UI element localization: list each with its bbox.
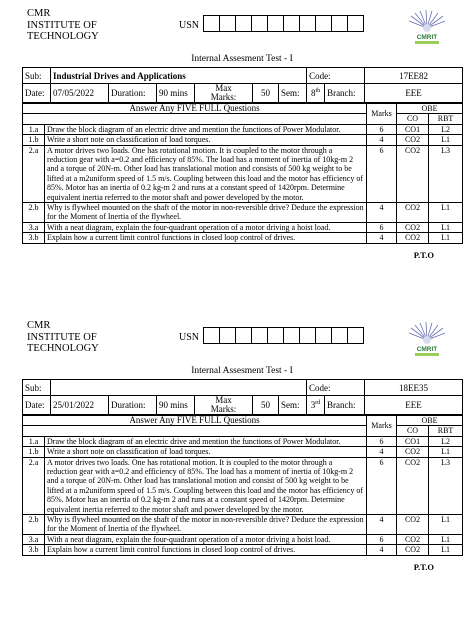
question-number: 3.a [23, 534, 45, 544]
subject-name: Industrial Drives and Applications [51, 68, 307, 84]
question-number: 3.b [23, 233, 45, 243]
question-co: CO2 [397, 145, 429, 202]
question-number: 2.b [23, 203, 45, 223]
instruction: Answer Any FIVE FULL Questions [23, 416, 367, 426]
semester-suffix: rd [315, 400, 321, 406]
exam-date: 25/01/2022 [51, 396, 109, 415]
pto-label: P.T.O [413, 249, 434, 260]
obe-header: OBE [397, 416, 463, 426]
question-marks: 4 [367, 135, 397, 145]
usn-boxes [204, 327, 364, 344]
question-marks: 6 [367, 457, 397, 514]
question-marks: 6 [367, 222, 397, 232]
usn-box [219, 15, 236, 32]
exam-info-table [22, 67, 463, 103]
branch-value: EEE [365, 396, 463, 415]
question-text: A motor drives two loads. One has rotational motion. It is coupled to the motor through a reduction gear with a=0.2 and efficiency of 85%. The load has a moment of inertia of 10kg-m 2 and a torque of 20N-m. Other load has translational motion and consist of 500 kg weight to be lifted at a m2uniform speed of 1.5 m/s. Coupling between this load and the motor has efficiency of 85%. Motor has an inertia of 0.2 kg-m 2 and runs at a constant speed of 1420rpm. Determine equivalent inertia referred to the motor shaft and power developed by the motor. [45, 457, 367, 514]
question-rbt: L2 [429, 436, 463, 446]
questions-table [22, 415, 463, 556]
question-co: CO2 [397, 447, 429, 457]
svg-text:CMRIT: CMRIT [416, 346, 438, 353]
max-marks-label-line: Max [215, 83, 232, 93]
usn-box [283, 15, 300, 32]
institute-line: INSTITUTE OF [27, 19, 97, 31]
question-row [23, 233, 463, 243]
question-marks: 4 [367, 203, 397, 223]
institute-line: CMR [27, 8, 51, 19]
sem-label: Sem: [279, 84, 307, 103]
usn-box [267, 327, 284, 344]
date-label: Date: [23, 84, 51, 103]
sem-label: Sem: [279, 396, 307, 415]
branch-label: Branch: [325, 396, 365, 415]
question-row [23, 203, 463, 223]
question-text: Draw the block diagram of an electric drive and mention the functions of Power Modulator. [45, 436, 367, 446]
institute-line: TECHNOLOGY [27, 31, 99, 42]
semester-value: 3 [310, 400, 316, 410]
question-number: 2.b [23, 515, 45, 535]
usn-box [251, 15, 268, 32]
paper-header [22, 6, 462, 52]
usn-box [315, 327, 332, 344]
question-co: CO2 [397, 545, 429, 555]
question-row [23, 124, 463, 134]
blank-cell [23, 114, 367, 124]
question-rbt: L1 [429, 545, 463, 555]
question-marks: 4 [367, 545, 397, 555]
question-row [23, 447, 463, 457]
question-marks: 6 [367, 145, 397, 202]
cmrit-logo-icon [407, 10, 447, 46]
semester [307, 84, 325, 103]
code-label: Code: [307, 68, 365, 84]
institute-line: TECHNOLOGY [27, 343, 99, 354]
question-number: 3.b [23, 545, 45, 555]
usn-box [299, 15, 316, 32]
branch-label: Branch: [325, 84, 365, 103]
question-co: CO2 [397, 515, 429, 535]
exam-info-table [22, 379, 463, 415]
question-row [23, 222, 463, 232]
question-co: CO2 [397, 233, 429, 243]
semester-suffix: th [315, 88, 321, 94]
institute-name [27, 8, 99, 43]
institute-line: INSTITUTE OF [27, 331, 97, 343]
usn-box [347, 327, 364, 344]
max-marks-value: 50 [253, 396, 279, 415]
co-header: CO [397, 426, 429, 436]
marks-header: Marks [367, 416, 397, 437]
obe-header: OBE [397, 104, 463, 114]
course-code: 17EE82 [365, 68, 463, 84]
question-text: A motor drives two loads. One has rotational motion. It is coupled to the motor through a reduction gear with a=0.2 and efficiency of 85%. The load has a moment of inertia of 10kg-m 2 and a torque of 20N-m. Other load has translational motion and consists of 500 kg weight to be lifted at a m2uniform speed of 1.5 m/s. Coupling between this load and the motor has efficiency of 85%. Motor has an inertia of 0.2 kg-m 2 and runs at a constant speed of 1420rpm. Determine equivalent inertia referred to the motor shaft and power developed by the motor. [45, 145, 367, 202]
question-co: CO2 [397, 457, 429, 514]
usn-box [235, 327, 252, 344]
question-number: 2.a [23, 457, 45, 514]
usn-box [315, 15, 332, 32]
question-row [23, 436, 463, 446]
duration-value: 90 mins [157, 84, 195, 103]
max-marks-value: 50 [253, 84, 279, 103]
co-header: CO [397, 114, 429, 124]
cmrit-logo-icon [407, 322, 447, 358]
question-marks: 4 [367, 515, 397, 535]
question-co: CO2 [397, 534, 429, 544]
question-text: With a neat diagram, explain the four-quadrant operation of a motor driving a hoist load. [45, 222, 367, 232]
duration-value: 90 mins [157, 396, 195, 415]
usn-box [347, 15, 364, 32]
institute-line: CMR [27, 320, 51, 331]
question-rbt: L1 [429, 203, 463, 223]
question-text: With a neat diagram, explain the four-quadrant operation of a motor driving a hoist load. [45, 534, 367, 544]
question-marks: 6 [367, 436, 397, 446]
sub-label: Sub: [23, 380, 51, 396]
question-text: Why is flywheel mounted on the shaft of the motor in non-reversible drive? Deduce the expression for the Moment of Inertia of the flywheel. [45, 203, 367, 223]
exam-date: 07/05/2022 [51, 84, 109, 103]
question-co: CO2 [397, 203, 429, 223]
code-label: Code: [307, 380, 365, 396]
question-co: CO2 [397, 222, 429, 232]
rbt-header: RBT [429, 114, 463, 124]
usn-box [203, 15, 220, 32]
question-text: Why is flywheel mounted on the shaft of the motor in non-reversible drive? Deduce the expression for the Moment of Inertia of the flywheel. [45, 515, 367, 535]
usn-box [267, 15, 284, 32]
question-text: Write a short note on classification of load torques. [45, 447, 367, 457]
max-marks-label [195, 84, 253, 103]
question-number: 3.a [23, 222, 45, 232]
question-rbt: L3 [429, 457, 463, 514]
questions-table [22, 103, 463, 244]
instruction: Answer Any FIVE FULL Questions [23, 104, 367, 114]
sub-label: Sub: [23, 68, 51, 84]
max-marks-label-line: Max [215, 395, 232, 405]
question-text: Explain how a current limit control functions in closed loop control of drives. [45, 545, 367, 555]
question-number: 1.a [23, 436, 45, 446]
question-number: 2.a [23, 145, 45, 202]
question-rbt: L1 [429, 222, 463, 232]
usn-box [299, 327, 316, 344]
question-row [23, 534, 463, 544]
usn-label: USN [179, 332, 200, 343]
date-label: Date: [23, 396, 51, 415]
question-row [23, 515, 463, 535]
blank-cell [23, 426, 367, 436]
usn-box [331, 327, 348, 344]
question-number: 1.b [23, 447, 45, 457]
usn-label: USN [179, 20, 200, 31]
usn-box [251, 327, 268, 344]
question-co: CO2 [397, 135, 429, 145]
question-marks: 4 [367, 233, 397, 243]
question-rbt: L1 [429, 233, 463, 243]
rbt-header: RBT [429, 426, 463, 436]
usn-box [235, 15, 252, 32]
question-row [23, 457, 463, 514]
question-rbt: L2 [429, 124, 463, 134]
question-marks: 6 [367, 124, 397, 134]
usn-box [283, 327, 300, 344]
pto-label: P.T.O [413, 561, 434, 572]
question-row [23, 145, 463, 202]
question-number: 1.a [23, 124, 45, 134]
semester-value: 8 [310, 88, 316, 98]
usn-box [219, 327, 236, 344]
test-title: Internal Assesment Test - I [191, 54, 293, 64]
max-marks-label [195, 396, 253, 415]
question-rbt: L1 [429, 447, 463, 457]
max-marks-label-line: Marks: [210, 92, 237, 102]
semester [307, 396, 325, 415]
svg-text:CMRIT: CMRIT [416, 34, 438, 41]
question-rbt: L1 [429, 515, 463, 535]
usn-box [203, 327, 220, 344]
question-text: Draw the block diagram of an electric drive and mention the functions of Power Modulator. [45, 124, 367, 134]
marks-header: Marks [367, 104, 397, 125]
question-paper-2 [22, 318, 462, 572]
test-title: Internal Assesment Test - I [191, 366, 293, 376]
course-code: 18EE35 [365, 380, 463, 396]
question-co: CO1 [397, 436, 429, 446]
question-row [23, 135, 463, 145]
max-marks-label-line: Marks: [210, 404, 237, 414]
question-marks: 4 [367, 447, 397, 457]
institute-name [27, 320, 99, 355]
branch-value: EEE [365, 84, 463, 103]
duration-label: Duration: [109, 396, 157, 415]
question-marks: 6 [367, 534, 397, 544]
question-rbt: L3 [429, 145, 463, 202]
question-number: 1.b [23, 135, 45, 145]
subject-name [51, 380, 307, 396]
usn-boxes [204, 15, 364, 32]
question-text: Write a short note on classification of load torques. [45, 135, 367, 145]
duration-label: Duration: [109, 84, 157, 103]
question-rbt: L1 [429, 534, 463, 544]
question-text: Explain how a current limit control functions in closed loop control of drives. [45, 233, 367, 243]
question-rbt: L1 [429, 135, 463, 145]
question-paper-1 [22, 6, 462, 260]
paper-header [22, 318, 462, 364]
question-row [23, 545, 463, 555]
question-co: CO1 [397, 124, 429, 134]
usn-box [331, 15, 348, 32]
